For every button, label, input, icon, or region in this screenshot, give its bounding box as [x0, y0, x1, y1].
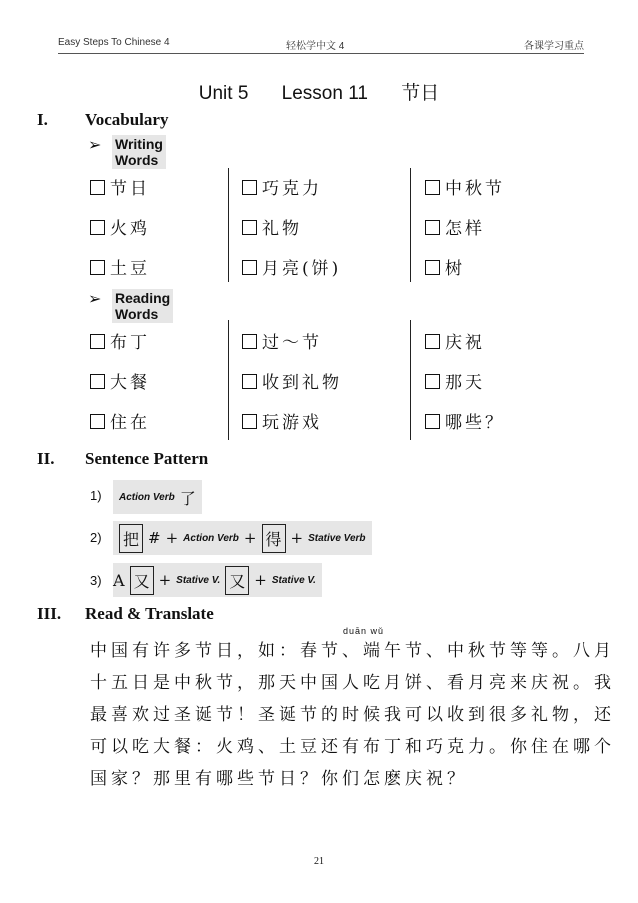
checkbox-icon[interactable]: [425, 334, 440, 349]
passage-line: 最喜欢过圣诞节！圣诞节的时候我可以收到很多礼物，还: [90, 705, 615, 725]
pattern-formula: [113, 563, 322, 597]
checkbox-icon[interactable]: [425, 180, 440, 195]
section-title-read: Read & Translate: [85, 604, 214, 623]
vocab-row: [88, 254, 588, 284]
vocab-item[interactable]: 庆祝: [425, 328, 485, 358]
header-book-title: Easy Steps To Chinese 4: [58, 37, 170, 48]
lesson-label: Lesson 11: [281, 83, 368, 104]
vocab-item[interactable]: 布丁: [90, 328, 150, 358]
vocab-item[interactable]: 节日: [90, 174, 150, 204]
writing-words-label: Writing Words: [112, 135, 166, 169]
checkbox-icon[interactable]: [90, 260, 105, 275]
passage-line: 十五日是中秋节，那天中国人吃月饼、看月亮来庆祝。我: [90, 673, 615, 693]
section-title-pattern: Sentence Pattern: [85, 449, 209, 468]
page-number: 21: [314, 856, 324, 867]
checkbox-icon[interactable]: [90, 220, 105, 235]
vocab-item[interactable]: 中秋节: [425, 174, 505, 204]
hash-symbol: #: [148, 529, 161, 547]
header-section-label: 各课学习重点: [524, 41, 584, 52]
plus-symbol: +: [254, 571, 267, 589]
vocab-item[interactable]: 玩游戏: [242, 408, 322, 438]
pattern-formula: [113, 480, 202, 514]
vocab-item[interactable]: 月亮(饼): [242, 254, 341, 284]
section-number-vocab: I.: [37, 110, 48, 129]
vocab-item[interactable]: 土豆: [90, 254, 150, 284]
plus-symbol: +: [165, 529, 179, 547]
vocab-row: [88, 174, 588, 204]
checkbox-icon[interactable]: [242, 220, 257, 235]
plus-symbol: +: [243, 529, 257, 547]
checkbox-icon[interactable]: [90, 180, 105, 195]
checkbox-icon[interactable]: [242, 374, 257, 389]
section-number-pattern: II.: [37, 449, 55, 468]
you-word: 又: [225, 566, 249, 595]
section-number-read: III.: [37, 604, 62, 623]
vocab-row: [88, 408, 588, 438]
vocab-item[interactable]: 那天: [425, 368, 485, 398]
checkbox-icon[interactable]: [90, 414, 105, 429]
header-divider: [58, 53, 584, 54]
arrow-bullet-icon: ➢: [88, 135, 102, 154]
plus-symbol: +: [290, 529, 304, 547]
action-verb-label: Action Verb: [183, 532, 239, 544]
vocab-item[interactable]: 巧克力: [242, 174, 322, 204]
checkbox-icon[interactable]: [242, 180, 257, 195]
vocab-item[interactable]: 哪些？: [425, 408, 505, 438]
pinyin-annotation: duān wǔ: [343, 626, 385, 636]
passage-line: 国家？那里有哪些节日？你们怎麽庆祝？: [90, 769, 468, 789]
checkbox-icon[interactable]: [425, 374, 440, 389]
pattern-number: 1): [90, 488, 102, 503]
passage-line: 可以吃大餐：火鸡、土豆还有布丁和巧克力。你住在哪个: [90, 737, 615, 757]
reading-words-label: Reading Words: [112, 289, 173, 323]
checkbox-icon[interactable]: [242, 334, 257, 349]
pattern-number: 3): [90, 573, 102, 588]
arrow-bullet-icon: ➢: [88, 289, 102, 308]
action-verb-label: Action Verb: [119, 491, 175, 503]
de-word: 得: [262, 524, 286, 553]
stative-verb-label: Stative V.: [271, 574, 316, 586]
checkbox-icon[interactable]: [425, 414, 440, 429]
checkbox-icon[interactable]: [90, 334, 105, 349]
page-header: [58, 37, 584, 53]
plus-symbol: +: [158, 571, 172, 589]
vocab-item[interactable]: 收到礼物: [242, 368, 342, 398]
vocab-item[interactable]: 过～节: [242, 328, 322, 358]
vocab-item[interactable]: 礼物: [242, 214, 302, 244]
pattern-formula: [113, 521, 372, 555]
vocab-item[interactable]: 住在: [90, 408, 150, 438]
vocab-row: [88, 214, 588, 244]
lesson-title: [0, 78, 638, 105]
checkbox-icon[interactable]: [242, 260, 257, 275]
section-title-vocab: Vocabulary: [85, 110, 169, 129]
stative-verb-label: Stative V.: [176, 574, 221, 586]
unit-label: Unit 5: [198, 83, 249, 104]
vocab-item[interactable]: 怎样: [425, 214, 485, 244]
lesson-topic: 节日: [401, 83, 440, 104]
le-particle: 了: [179, 488, 196, 508]
vocab-item[interactable]: 树: [425, 254, 465, 284]
checkbox-icon[interactable]: [242, 414, 257, 429]
checkbox-icon[interactable]: [425, 220, 440, 235]
pattern-number: 2): [90, 530, 102, 545]
checkbox-icon[interactable]: [90, 374, 105, 389]
ba-word: 把: [119, 524, 143, 553]
vocab-item[interactable]: 大餐: [90, 368, 150, 398]
header-chinese-title: 轻松学中文 4: [286, 41, 345, 52]
vocab-row: [88, 328, 588, 358]
checkbox-icon[interactable]: [425, 260, 440, 275]
vocab-item[interactable]: 火鸡: [90, 214, 150, 244]
passage-line: 中国有许多节日，如：春节、端午节、中秋节等等。八月: [90, 641, 615, 661]
a-subject: A: [113, 570, 125, 590]
stative-verb-label: Stative Verb: [308, 532, 366, 544]
you-word: 又: [130, 566, 154, 595]
vocab-row: [88, 368, 588, 398]
